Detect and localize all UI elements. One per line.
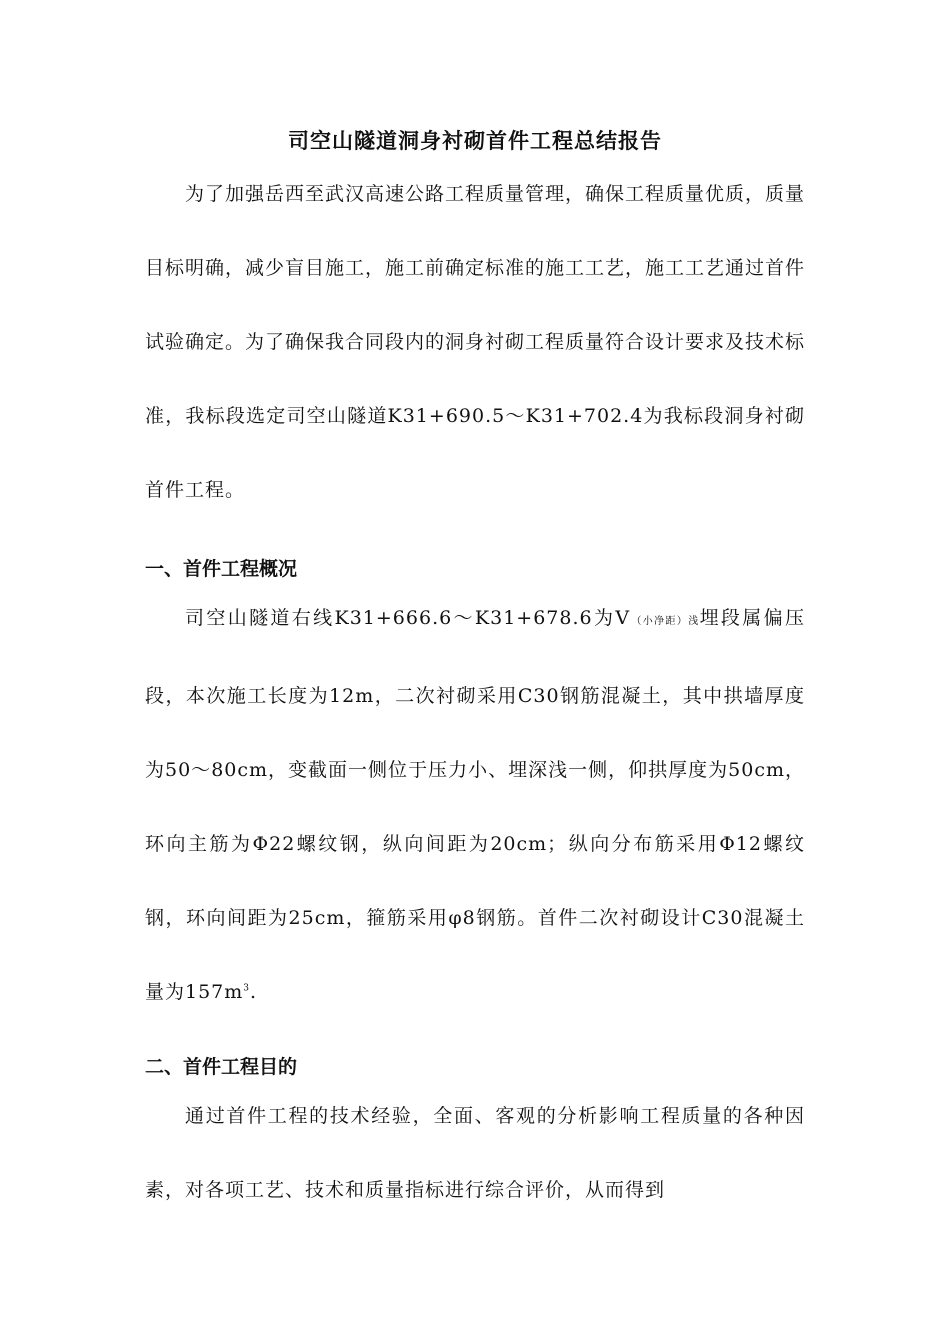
intro-paragraph: 为了加强岳西至武汉高速公路工程质量管理，确保工程质量优质，质量目标明确，减少盲目施工，施工前确定标准的施工工艺，施工工艺通过首件试验确定。为了确保我合同段内的洞身衬砌工程质量符合设计要求及技术标准，我标段选定司空山隧道K31+690.5～K31+702.4为我标段洞身衬砌首件工程。: [145, 183, 806, 501]
section-1-text-end: .: [250, 981, 258, 1003]
section-2-heading: 二、首件工程目的: [145, 1056, 298, 1078]
section-1-small-note: （小净距）浅: [631, 616, 700, 627]
section-1-text-part2: 埋段属偏压段，本次施工长度为12m，二次衬砌采用C30钢筋混凝土，其中拱墙厚度为50～80cm，变截面一侧位于压力小、埋深浅一侧，仰拱厚度为50cm，环向主筋为Φ22螺纹钢，纵向间距为20cm；纵向分布筋采用Φ12螺纹钢，环向间距为25cm，箍筋采用φ8钢筋。首件二次衬砌设计C30混凝土量为157m: [145, 607, 805, 1003]
section-1-text-part1: 司空山隧道右线K31+666.6～K31+678.6为Ⅴ: [185, 607, 632, 629]
cubic-superscript: 3: [243, 983, 251, 994]
section-1-paragraph: [145, 581, 805, 1029]
section-2-paragraph: 通过首件工程的技术经验，全面、客观的分析影响工程质量的各种因素，对各项工艺、技术和质量指标进行综合评价，从而得到: [145, 1105, 805, 1201]
document-title: 司空山隧道洞身衬砌首件工程总结报告: [288, 129, 662, 153]
section-1-heading: 一、首件工程概况: [145, 558, 298, 580]
